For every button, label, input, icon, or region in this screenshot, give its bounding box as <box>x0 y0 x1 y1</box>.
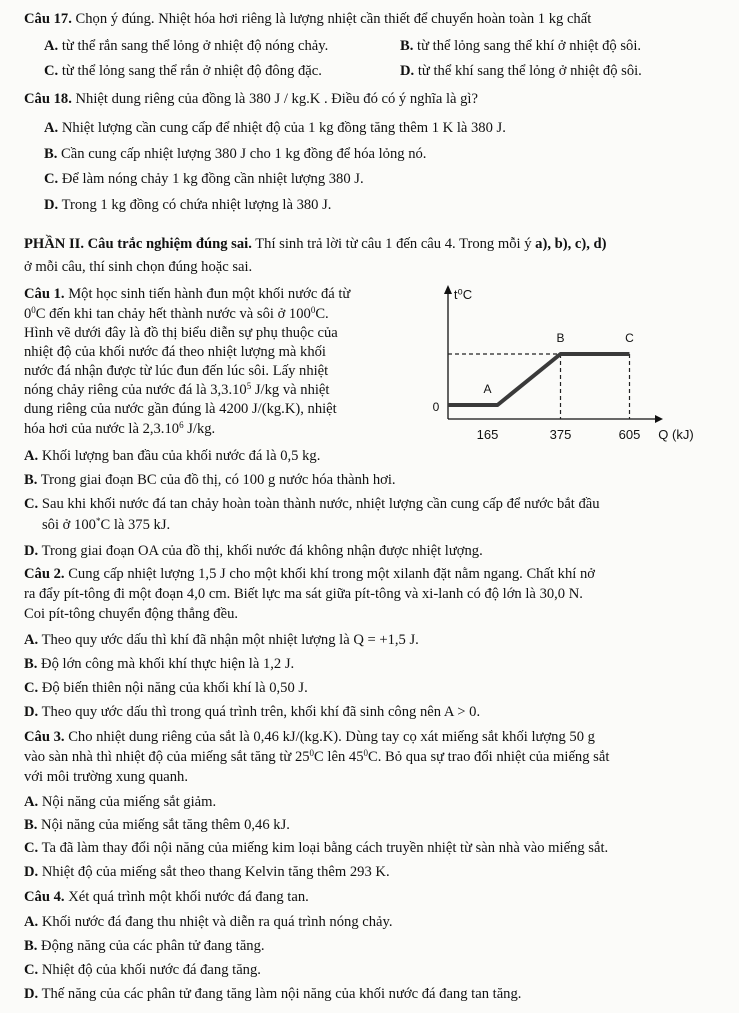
option-text: Cần cung cấp nhiệt lượng 380 J cho 1 kg đồng để hóa lỏng nó. <box>61 146 427 162</box>
y-axis-arrow <box>444 285 452 294</box>
c4-option-a[interactable] <box>24 912 393 932</box>
c1-number: Câu 1. <box>24 286 65 302</box>
option-letter: B. <box>44 146 58 162</box>
c2-option-d[interactable] <box>24 702 480 722</box>
option-text: từ thể rắn sang thể lỏng ở nhiệt độ nóng chảy. <box>61 38 329 54</box>
degree-sup: 0 <box>31 305 36 315</box>
degree-sup: 0 <box>310 305 316 315</box>
q18-text: Nhiệt dung riêng của đồng là 380 J / kg.K . Điều đó có ý nghĩa là gì? <box>75 91 478 107</box>
option-letter: B. <box>400 38 414 54</box>
option-letter: A. <box>24 448 39 464</box>
option-letter: D. <box>24 864 39 880</box>
q18-option-c[interactable] <box>44 169 364 189</box>
temperature-heat-graph <box>428 283 718 453</box>
q18-option-d[interactable] <box>44 195 331 215</box>
c2-number: Câu 2. <box>24 566 65 582</box>
part2-title: PHẦN II. Câu trắc nghiệm đúng sai. <box>24 236 252 252</box>
c3-line-3: với môi trường xung quanh. <box>24 769 189 785</box>
c1-text: nóng chảy riêng của nước đá là 3,3.10 <box>24 382 247 398</box>
q17-stem <box>24 9 591 29</box>
q18-number: Câu 18. <box>24 91 72 107</box>
c2-option-b[interactable] <box>24 654 294 674</box>
option-letter: C. <box>24 840 39 856</box>
c1-line-3: Hình vẽ dưới đây là đồ thị biểu diễn sự phụ thuộc của <box>24 325 338 341</box>
c1-option-c[interactable] <box>24 494 600 514</box>
c2-option-a[interactable] <box>24 630 419 650</box>
c2-text: Cung cấp nhiệt lượng 1,5 J cho một khối khí trong một xilanh đặt nằm ngang. Chất khí nở <box>68 566 595 582</box>
c1-text: Một học sinh tiến hành đun một khối nước đá từ <box>68 286 351 302</box>
c4-option-c[interactable] <box>24 960 261 980</box>
option-text: từ thể khí sang thể lỏng ở nhiệt độ sôi. <box>417 63 642 79</box>
option-letter: B. <box>24 472 38 488</box>
c3-line-2 <box>24 747 609 767</box>
c1-line-8 <box>24 419 215 439</box>
q17-option-c[interactable] <box>44 61 322 81</box>
c4-option-d[interactable] <box>24 984 521 1004</box>
x-tick-label: 605 <box>618 427 641 442</box>
option-text: Khối nước đá đang thu nhiệt và diễn ra quá trình nóng chảy. <box>41 914 393 930</box>
option-letter: C. <box>24 496 39 512</box>
x-tick-label: 165 <box>476 427 499 442</box>
option-text: Độ lớn công mà khối khí thực hiện là 1,2 J. <box>41 656 295 672</box>
option-text: Nhiệt độ của khối nước đá đang tăng. <box>41 962 261 978</box>
part2-heading <box>24 234 607 254</box>
c1-text: 0 <box>24 306 32 322</box>
degree-sup: * <box>95 516 101 526</box>
option-letter: C. <box>44 171 59 187</box>
option-text: từ thể lỏng sang thể khí ở nhiệt độ sôi. <box>417 38 642 54</box>
c1-line-4: nhiệt độ của khối nước đá theo nhiệt lượng mà khối <box>24 344 326 360</box>
c2-line-2: ra đẩy pít-tông đi một đoạn 4,0 cm. Biết lực ma sát giữa pít-tông và xi-lanh có độ lớn là 30,0 N. <box>24 586 583 602</box>
option-text: Thế năng của các phân tử đang tăng làm nội năng của khối nước đá đang tan tăng. <box>41 986 522 1002</box>
option-text: Nhiệt lượng cần cung cấp để nhiệt độ của 1 kg đồng tăng thêm 1 K là 380 J. <box>61 120 506 136</box>
origin-label: 0 <box>432 400 440 414</box>
c4-text: Xét quá trình một khối nước đá đang tan. <box>68 889 309 905</box>
option-text: Theo quy ước dấu thì trong quá trình trên, khối khí đã sinh công nên A > 0. <box>41 704 481 720</box>
option-text: Trong giai đoạn OA của đồ thị, khối nước đá không nhận được nhiệt lượng. <box>41 543 483 559</box>
c4-option-b[interactable] <box>24 936 265 956</box>
option-text: Nhiệt độ của miếng sắt theo thang Kelvin tăng thêm 293 K. <box>41 864 390 880</box>
option-letter: D. <box>24 704 39 720</box>
part2-instruction-2: ở mỗi câu, thí sinh chọn đúng hoặc sai. <box>24 259 253 275</box>
point-label-a: A <box>483 382 492 396</box>
option-letter: C. <box>24 962 39 978</box>
point-label-b: B <box>556 331 565 345</box>
option-letter: B. <box>24 656 38 672</box>
q18-option-a[interactable] <box>44 118 506 138</box>
c1-line-1 <box>24 284 350 304</box>
c1-line-5: nước đá nhận được từ lúc đun đến lúc sôi. Lấy nhiệt <box>24 363 329 379</box>
point-label-c: C <box>625 331 634 345</box>
option-letter: A. <box>24 794 39 810</box>
option-letter: A. <box>44 120 59 136</box>
part2-options: a), b), c), d) <box>535 236 607 252</box>
q18-option-b[interactable] <box>44 144 426 164</box>
option-text: Độ biến thiên nội năng của khối khí là 0,50 J. <box>41 680 308 696</box>
c1-option-c-cont <box>42 515 170 535</box>
y-axis-label: t⁰C <box>453 287 473 302</box>
c3-text: C lên 45 <box>314 749 364 765</box>
option-text: từ thể lỏng sang thể rắn ở nhiệt độ đông đặc. <box>61 63 322 79</box>
option-text: Nội năng của miếng sắt giảm. <box>41 794 217 810</box>
option-letter: C. <box>24 680 39 696</box>
c1-option-a[interactable] <box>24 446 320 466</box>
option-letter: B. <box>24 817 38 833</box>
exponent-sup: 5 <box>246 381 252 391</box>
c3-option-b[interactable] <box>24 815 290 835</box>
q17-text: Chọn ý đúng. Nhiệt hóa hơi riêng là lượng nhiệt cần thiết để chuyển hoàn toàn 1 kg chất <box>75 11 592 27</box>
option-text: Nội năng của miếng sắt tăng thêm 0,46 kJ. <box>41 817 290 833</box>
option-text: Để làm nóng chảy 1 kg đồng cần nhiệt lượng 380 J. <box>61 171 364 187</box>
option-letter: D. <box>44 197 59 213</box>
option-text: Động năng của các phân tử đang tăng. <box>41 938 265 954</box>
option-letter: D. <box>24 986 39 1002</box>
part2-instruction: Thí sinh trả lời từ câu 1 đến câu 4. Trong mỗi ý <box>255 236 532 252</box>
c1-text: J/kg. <box>183 421 216 437</box>
exponent-sup: 6 <box>179 420 184 430</box>
c2-line-3: Coi pít-tông chuyển động thẳng đều. <box>24 606 239 622</box>
c3-option-c[interactable] <box>24 838 608 858</box>
c1-line-6 <box>24 380 329 400</box>
x-axis-label: Q (kJ) <box>658 427 694 442</box>
x-axis-arrow <box>655 415 663 423</box>
option-letter: A. <box>44 38 59 54</box>
q17-option-b[interactable] <box>400 36 641 56</box>
option-letter: D. <box>24 543 39 559</box>
x-tick-label: 375 <box>549 427 572 442</box>
c1-text: hóa hơi của nước là 2,3.10 <box>24 421 180 437</box>
degree-sup: 0 <box>363 748 369 758</box>
c1-text: J/kg và nhiệt <box>251 382 330 398</box>
c1-line-7: dung riêng của nước gần đúng là 4200 J/(kg.K), nhiệt <box>24 401 337 417</box>
c3-text: Cho nhiệt dung riêng của sắt là 0,46 kJ/(kg.K). Dùng tay cọ xát miếng sắt khối lượng 50 g <box>68 729 595 745</box>
c4-number: Câu 4. <box>24 889 65 905</box>
option-letter: A. <box>24 914 39 930</box>
c3-line-1 <box>24 727 595 747</box>
c2-line-1 <box>24 564 595 584</box>
option-text: Ta đã làm thay đổi nội năng của miếng kim loại bằng cách truyền nhiệt từ sàn nhà vào miếng sắt. <box>41 840 609 856</box>
c1-text: C. <box>315 306 329 322</box>
option-text: Trong 1 kg đồng có chứa nhiệt lượng là 380 J. <box>61 197 332 213</box>
option-text: Trong giai đoạn BC của đồ thị, có 100 g nước hóa thành hơi. <box>40 472 396 488</box>
q17-option-a[interactable] <box>44 36 328 56</box>
option-text: Sau khi khối nước đá tan chảy hoàn toàn thành nước, nhiệt lượng cần cung cấp để nước bắt đầu <box>41 496 600 512</box>
option-letter: A. <box>24 632 39 648</box>
option-letter: C. <box>44 63 59 79</box>
degree-sup: 0 <box>309 748 315 758</box>
c1-text: C đến khi tan chảy hết thành nước và sôi ở 100 <box>35 306 311 322</box>
c1-line-2 <box>24 304 329 324</box>
c3-number: Câu 3. <box>24 729 65 745</box>
option-text: Theo quy ước dấu thì khí đã nhận một nhiệt lượng là Q = +1,5 J. <box>41 632 419 648</box>
option-letter: B. <box>24 938 38 954</box>
option-letter: D. <box>400 63 415 79</box>
heating-curve <box>448 354 630 405</box>
c3-option-a[interactable] <box>24 792 216 812</box>
c1-option-b[interactable] <box>24 470 396 490</box>
c1-option-d[interactable] <box>24 541 483 561</box>
option-text: sôi ở 100 <box>42 517 96 533</box>
c3-option-d[interactable] <box>24 862 390 882</box>
q17-option-d[interactable] <box>400 61 642 81</box>
q17-number: Câu 17. <box>24 11 72 27</box>
option-text: C là 375 kJ. <box>100 517 171 533</box>
c3-text: vào sàn nhà thì nhiệt độ của miếng sắt tăng từ 25 <box>24 749 310 765</box>
option-text: Khối lượng ban đầu của khối nước đá là 0,5 kg. <box>41 448 321 464</box>
c4-stem <box>24 887 309 907</box>
c3-text: C. Bỏ qua sự trao đổi nhiệt của miếng sắt <box>368 749 610 765</box>
q18-stem <box>24 89 478 109</box>
c2-option-c[interactable] <box>24 678 308 698</box>
